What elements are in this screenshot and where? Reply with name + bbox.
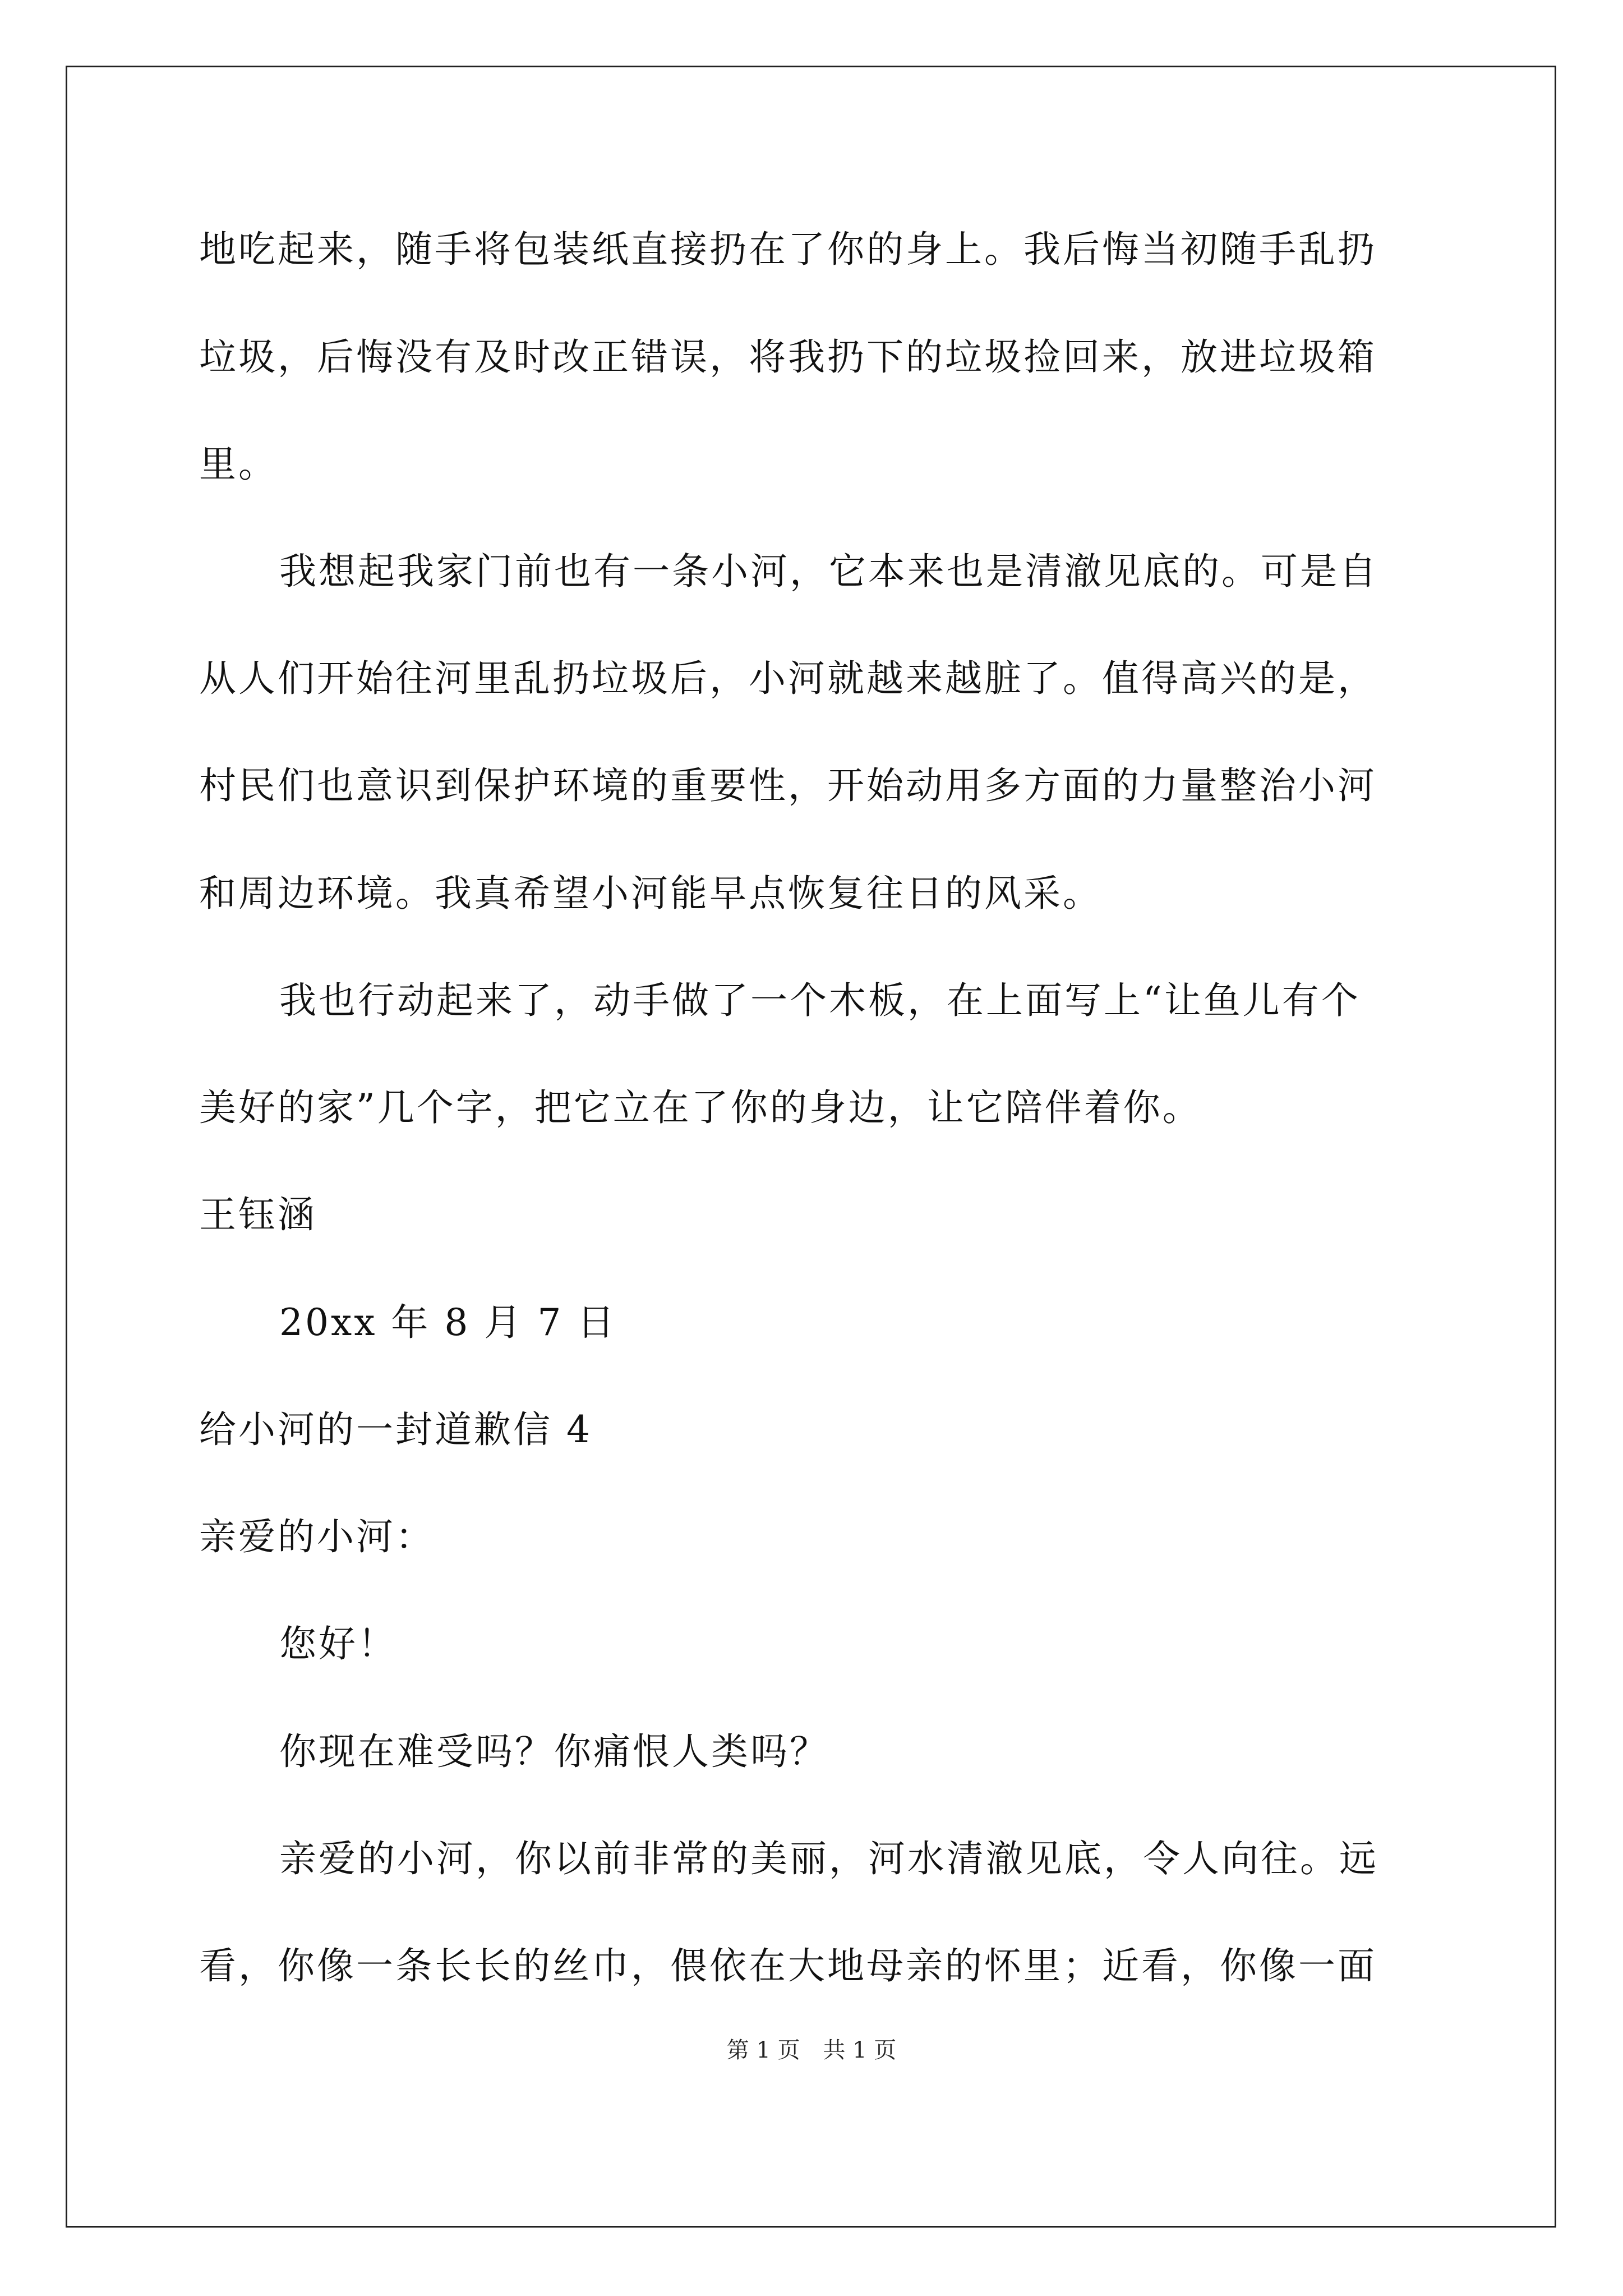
page-total: 共 1 页: [823, 2037, 897, 2063]
text-line: 垃圾，后悔没有及时改正错误，将我扔下的垃圾捡回来，放进垃圾箱: [199, 335, 1377, 379]
text-line: 村民们也意识到保护环境的重要性，开始动用多方面的力量整治小河: [199, 764, 1377, 807]
page-footer: [0, 2036, 1623, 2064]
signature-name: 王钰涵: [199, 1193, 317, 1236]
greeting: 您好！: [279, 1622, 397, 1665]
text-line: 里。: [199, 443, 278, 486]
text-line: 看，你像一条长长的丝巾，偎依在大地母亲的怀里；近看，你像一面: [199, 1944, 1377, 1987]
page-number: 第 1 页: [726, 2037, 800, 2063]
salutation: 亲爱的小河：: [199, 1515, 435, 1558]
text-line: 地吃起来，随手将包装纸直接扔在了你的身上。我后悔当初随手乱扔: [199, 228, 1377, 271]
paragraph-start: 你现在难受吗？你痛恨人类吗？: [279, 1730, 829, 1773]
signature-date: 20xx 年 8 月 7 日: [279, 1301, 617, 1344]
text-line: 美好的家”几个字，把它立在了你的身边，让它陪伴着你。: [199, 1086, 1202, 1129]
letter-title: 给小河的一封道歉信 4: [199, 1408, 592, 1451]
text-line: 和周边环境。我真希望小河能早点恢复往日的风采。: [199, 872, 1102, 915]
page-border: [66, 66, 1556, 2228]
paragraph-start: 我也行动起来了，动手做了一个木板，在上面写上“让鱼儿有个: [279, 979, 1361, 1022]
paragraph-start: 我想起我家门前也有一条小河，它本来也是清澈见底的。可是自: [279, 550, 1378, 593]
paragraph-start: 亲爱的小河，你以前非常的美丽，河水清澈见底，令人向往。远: [279, 1837, 1378, 1880]
text-line: 从人们开始往河里乱扔垃圾后，小河就越来越脏了。值得高兴的是，: [199, 657, 1377, 700]
